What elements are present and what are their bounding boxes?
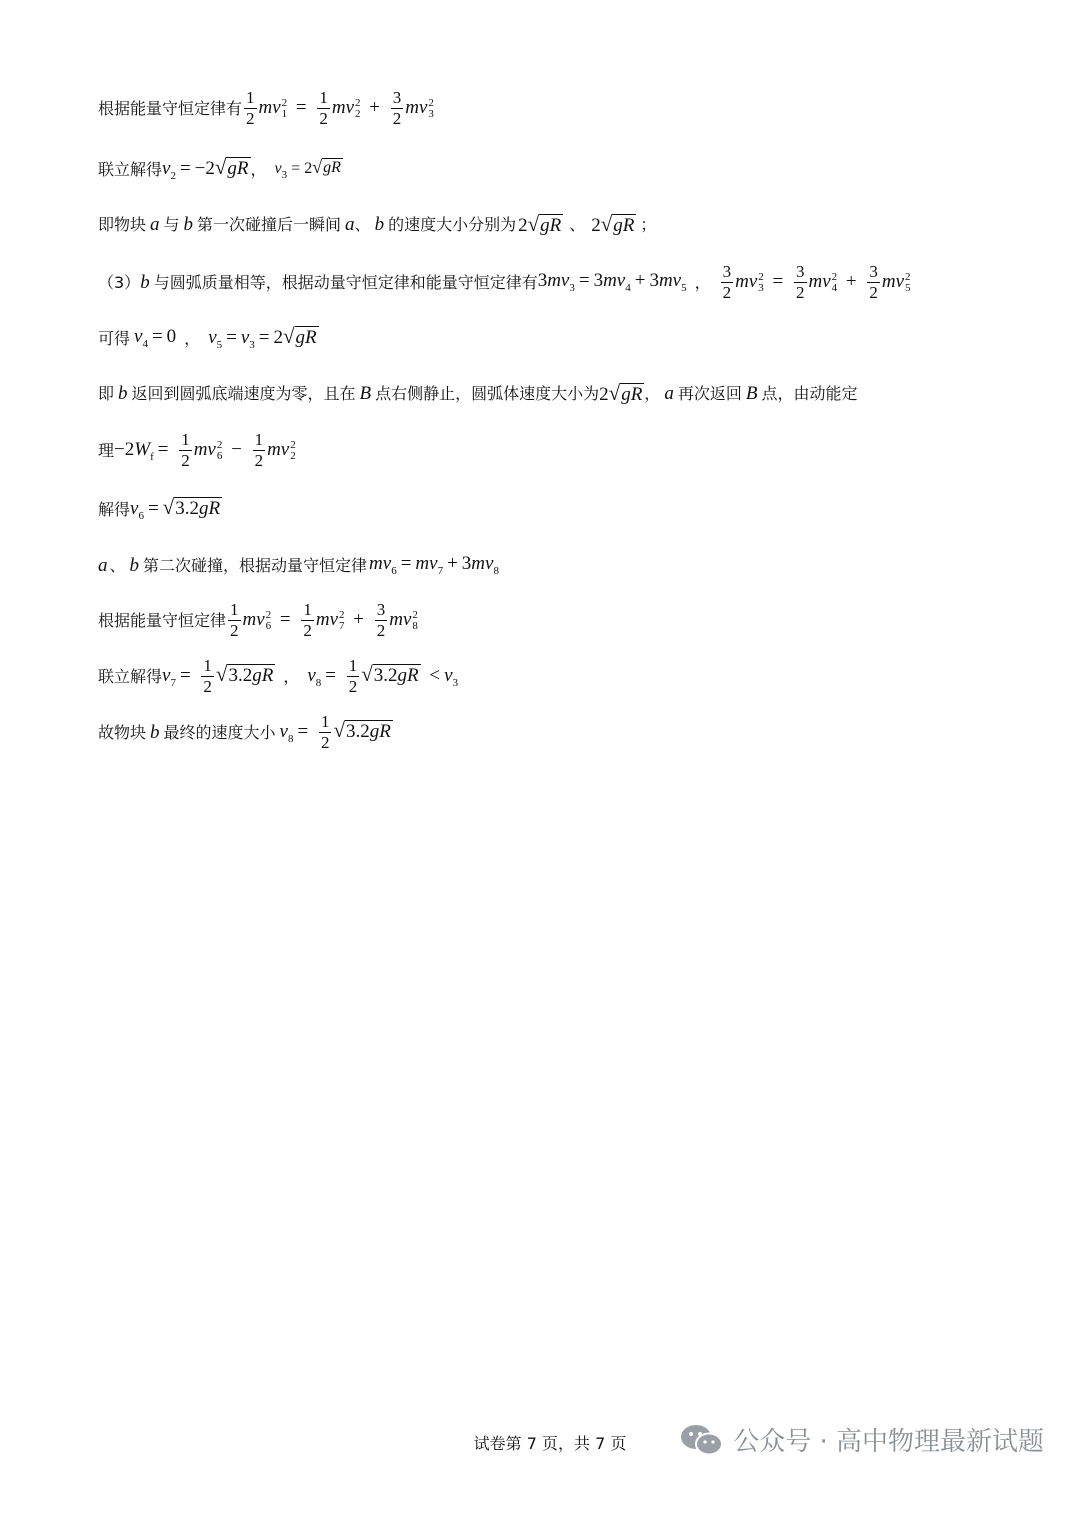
result-v6: 解得 $v_6$ = √ 3.2gR <box>98 495 221 522</box>
page-footer: 试卷第 7 页，共 7 页 <box>473 1434 627 1453</box>
watermark <box>679 1421 1044 1458</box>
watermark-text: 公众号 · 高中物理最新试题 <box>733 1427 1044 1457</box>
explanation-line: 即 b 返回到圆弧底端速度为零，且在 B 点右侧静止，圆弧体速度大小为 2 √ gR ， a 再次返回 B 点，由动能定 <box>98 381 858 405</box>
solution-v7-v8: 联立解得 $v_7$ = $\frac{1}{2}$ √ 3.2gR ， $v_8$ = $\frac{1}{2}$ √ 3.2gR < $v_3$ <box>98 656 459 696</box>
work-energy-equation: 理 $-2W_f$ = $\frac{1}{2}$ mv 2 6 − $\frac{1}{2}$ mv 2 2 <box>98 430 296 470</box>
second-collision-energy: 根据能量守恒定律 $\frac{1}{2}$ mv 2 6 = $\frac{1}{2}$ mv 2 7 + $\frac{3}{2}$ mv 2 8 <box>98 600 418 640</box>
solution-v2-v3: 联立解得 $v_2 = -2$ √ gR ， $v_3 = 2$ √ gR <box>98 155 341 182</box>
part3-equation: （3） b 与圆弧质量相等，根据动量守恒定律和能量守恒定律有 $3mv_3 = 3mv_4 + 3mv_5$ ， $\frac{3}{2}$ mv 2 3 = $\frac{3}{2}$ mv 2 4 + $\frac{3}{2}$ mv 2 5 <box>98 262 911 302</box>
velocity-statement: 即物块 a 与 b 第一次碰撞后一瞬间 a 、 b 的速度大小分别为 2 √ gR 、 2 √ gR ； <box>98 212 657 236</box>
final-answer: 故物块 b 最终的速度大小 $v_8$ = $\frac{1}{2}$ √ 3.2gR <box>98 712 391 752</box>
equation-energy-1: 根据能量守恒定律有 $\frac{1}{2}$ mv 2 1 = $\frac{1}{2}$ mv 2 2 + $\frac{3}{2}$ mv 2 3 <box>98 88 434 128</box>
second-collision-momentum: a 、 b 第二次碰撞，根据动量守恒定律 $mv_6 = mv_7 + 3mv_8$ <box>98 553 499 577</box>
result-v4-v5: 可得 $v_4 = 0$ ， $v_5 = v_3 = 2$ √ gR <box>98 324 317 351</box>
wechat-icon <box>679 1423 725 1457</box>
